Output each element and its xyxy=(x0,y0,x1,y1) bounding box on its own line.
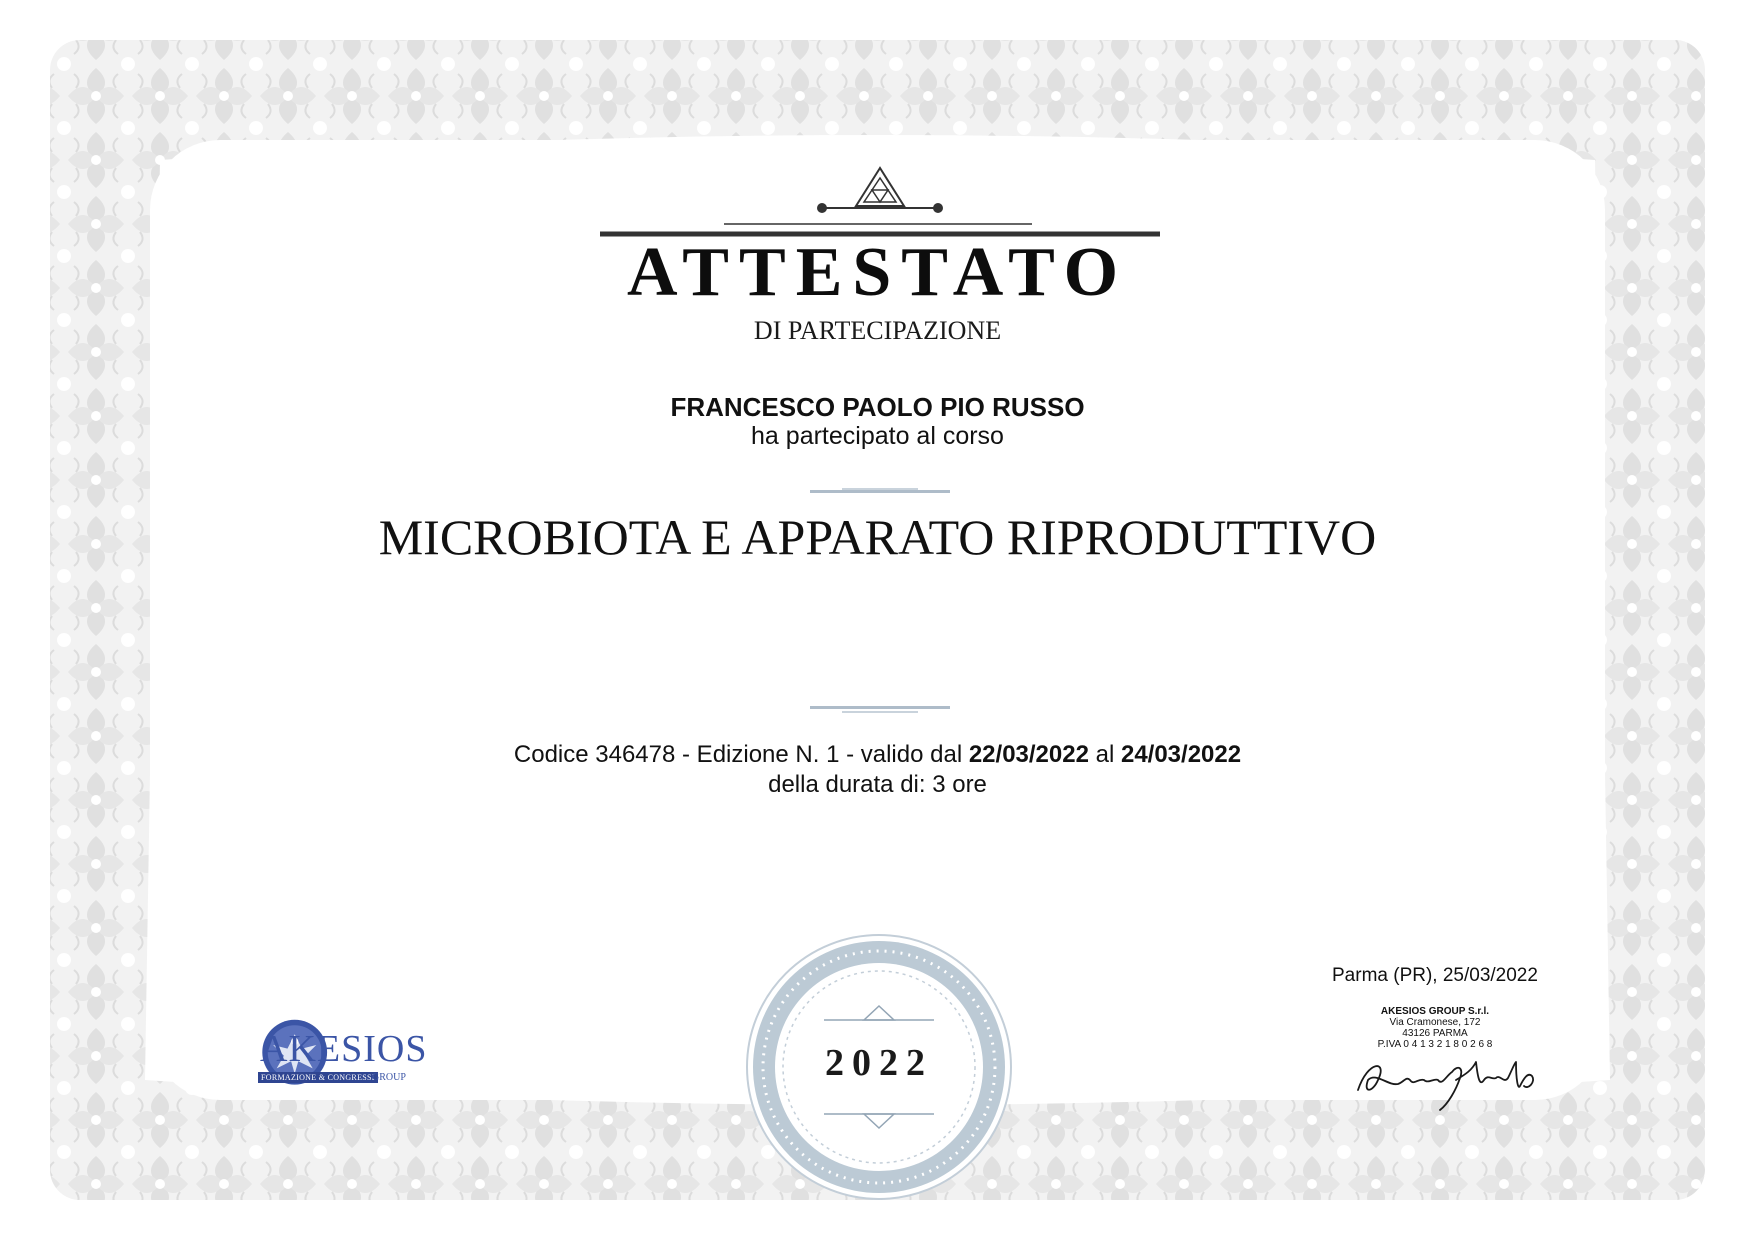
participant-name: FRANCESCO PAOLO PIO RUSSO xyxy=(670,392,1085,422)
start-date: 22/03/2022 xyxy=(968,741,1089,768)
logo-tagline: FORMAZIONE & CONGRESSI xyxy=(258,1072,378,1083)
certificate-subtitle: DI PARTECIPAZIONE xyxy=(753,316,1002,345)
course-title: MICROBIOTA E APPARATO RIPRODUTTIVO xyxy=(378,509,1377,565)
course-code-edition: Codice 346478 - Edizione N. 1 - valido dal xyxy=(513,741,969,768)
end-date: 24/03/2022 xyxy=(1120,741,1242,768)
place-date: Parma (PR), 25/03/2022 xyxy=(1332,965,1538,986)
divider-bottom xyxy=(810,706,950,713)
certificate-title: ATTESTATO xyxy=(626,234,1129,311)
stamp-company: AKESIOS GROUP S.r.l. xyxy=(1380,1006,1490,1017)
date-separator: al xyxy=(1088,741,1121,768)
course-details xyxy=(0,743,1755,767)
signature xyxy=(1348,1050,1548,1120)
seal-year: 2022 xyxy=(825,1042,933,1084)
stamp-street: Via Cramonese, 172 xyxy=(1389,1017,1481,1028)
stamp-vat: P.IVA 0 4 1 3 2 1 8 0 2 6 8 xyxy=(1377,1039,1493,1050)
participation-text: ha partecipato al corso xyxy=(751,422,1004,450)
stamp-city: 43126 PARMA xyxy=(1402,1028,1468,1039)
course-duration: della durata di: 3 ore xyxy=(768,771,987,798)
logo-wordmark: AKESIOS xyxy=(260,1028,428,1070)
divider-top xyxy=(810,486,950,493)
company-stamp xyxy=(1340,1006,1530,1050)
logo-group: GROUP xyxy=(372,1072,406,1083)
heading-ornament xyxy=(600,160,1160,245)
